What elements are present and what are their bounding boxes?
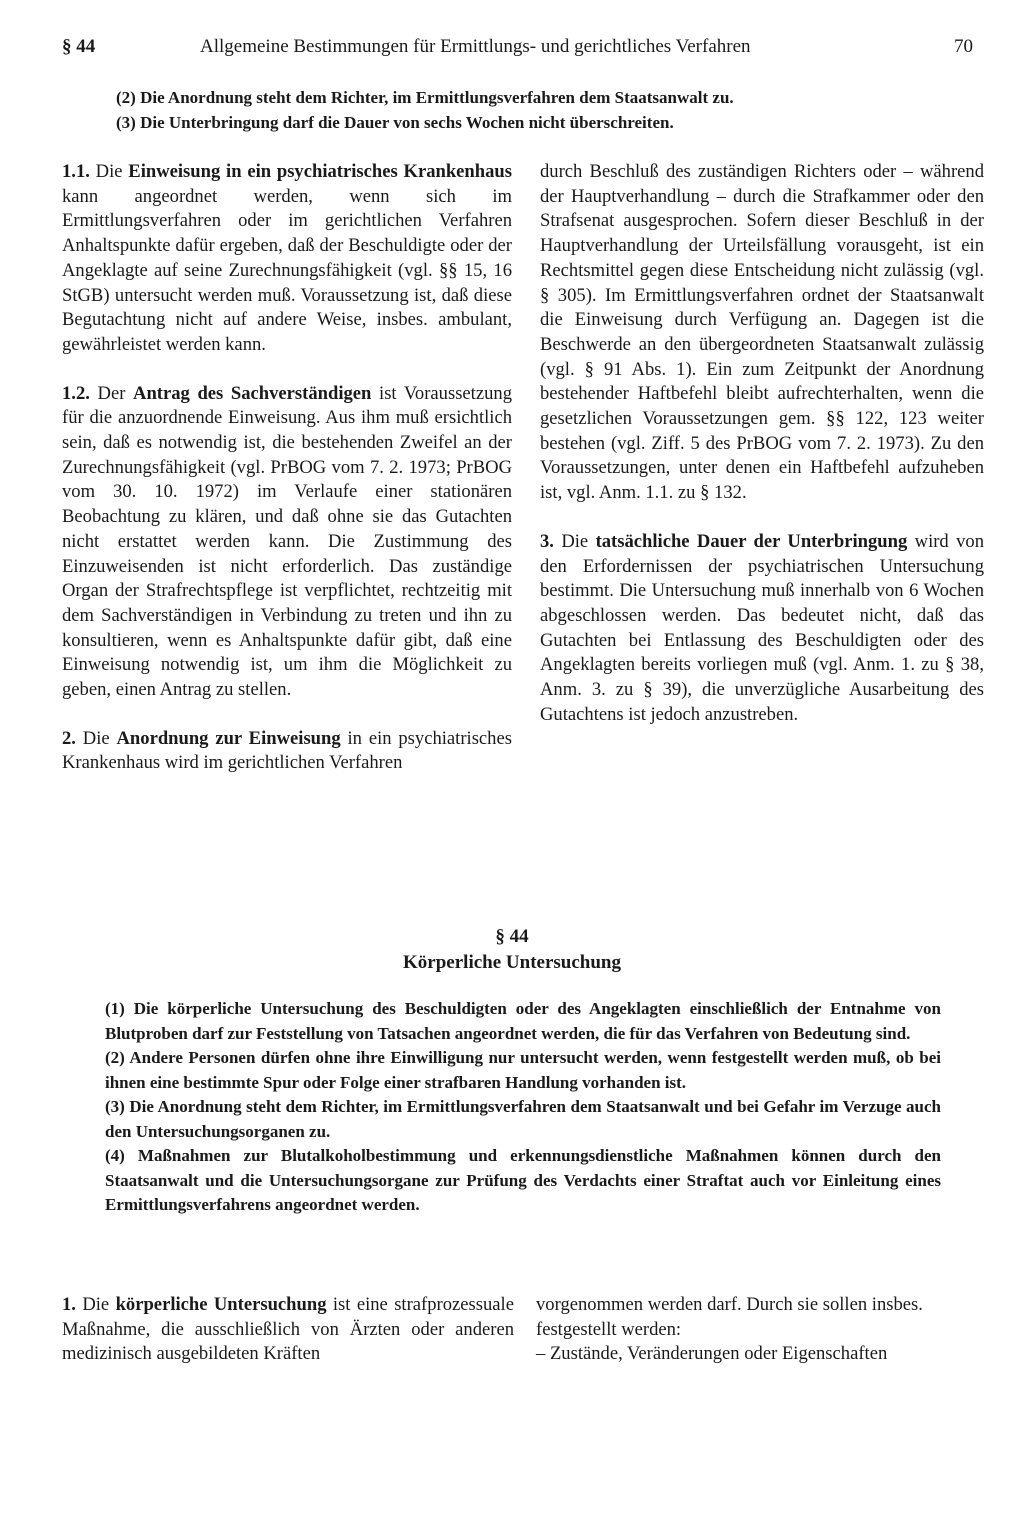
section-title: Körperliche Untersuchung <box>403 952 621 973</box>
commentary-paragraph <box>540 530 984 728</box>
paragraph-number: 1.1. <box>62 161 90 182</box>
key-term: körperliche Untersuchung <box>115 1294 327 1315</box>
key-term: Einweisung in ein psychiatrisches Krankenhaus <box>128 161 512 182</box>
commentary-right-column-2 <box>536 1293 984 1367</box>
commentary-right-column <box>540 160 984 727</box>
list-item: – Zustände, Veränderungen oder Eigenschaften <box>536 1343 888 1365</box>
commentary-paragraph <box>62 160 512 358</box>
paragraph-number: 2. <box>62 727 76 749</box>
section-rules <box>105 997 941 1218</box>
paragraph-text: Die <box>553 530 596 552</box>
page-number: 70 <box>954 36 973 57</box>
paragraph-number: 1. <box>62 1294 76 1315</box>
rule-paragraph: (3) Die Unterbringung darf die Dauer von sechs Wochen nicht überschreiten. <box>116 112 674 132</box>
paragraph-text: wird von den Erfordernissen der psychiatrischen Untersuchung bestimmt. Die Untersuchung muß innerhalb von 6 Wochen abgeschlossen werden. Das bedeutet nicht, daß das Gutachten bei Entlassung des Beschuldigten oder des Angeklagten bereits vorliegen muß (vgl. Anm. 1. zu § 38, Anm. 3. zu § 39), die unverzügliche Ausarbeitung des Gutachtens ist jedoch anzustreben. <box>540 530 984 725</box>
rule-paragraph: (1) Die körperliche Untersuchung des Beschuldigten oder des Angeklagten einschließlich der Entnahme von Blutproben darf zur Feststellung von Tatsachen angeordnet werden, die für das Verfahren von Bedeutung sind. <box>105 999 941 1043</box>
rule-paragraph: (3) Die Anordnung steht dem Richter, im Ermittlungsverfahren dem Staatsanwalt und bei Gefahr im Verzuge auch den Untersuchungsorganen zu. <box>105 1097 941 1141</box>
commentary-paragraph: vorgenommen werden darf. Durch sie sollen insbes. festgestellt werden: <box>536 1294 923 1340</box>
commentary-paragraph <box>62 727 512 776</box>
key-term: tatsächliche Dauer der Unterbringung <box>595 530 908 552</box>
paragraph-text: Die <box>75 727 117 749</box>
previous-section-rules <box>116 86 836 135</box>
paragraph-text: Die <box>75 1294 116 1315</box>
header-section-number: § 44 <box>62 36 96 57</box>
rule-paragraph: (4) Maßnahmen zur Blutalkoholbestimmung und erkennungsdienstliche Maßnahmen können durch den Staatsanwalt und die Untersuchungsorgane zur Prüfung des Verdachts einer Straftat auch vor Einleitung eines Ermittlungsverfahrens angeordnet werden. <box>105 1146 941 1214</box>
rule-paragraph: (2) Andere Personen dürfen ohne ihre Einwilligung nur untersucht werden, wenn festgestellt werden muß, ob bei ihnen eine bestimmte Spur oder Folge einer strafbaren Handlung vorhanden ist. <box>105 1048 941 1092</box>
paragraph-text: Der <box>89 382 134 404</box>
running-header-title: Allgemeine Bestimmungen für Ermittlungs- und gerichtliches Verfahren <box>200 36 751 57</box>
paragraph-number: 1.2. <box>62 382 90 404</box>
commentary-left-column <box>62 160 512 776</box>
rule-paragraph: (2) Die Anordnung steht dem Richter, im Ermittlungsverfahren dem Staatsanwalt zu. <box>116 88 734 107</box>
key-term: Anordnung zur Einweisung <box>116 727 341 749</box>
paragraph-number: 3. <box>540 530 554 552</box>
commentary-paragraph: durch Beschluß des zuständigen Richters oder – während der Hauptverhandlung – durch die Strafkammer oder den Strafsenat ausgesprochen. Sofern dieser Beschluß in der Hauptverhandlung der Urteilsfällung vorausgeht, ist ein Rechtsmittel gegen diese Entscheidung nicht zulässig (vgl. § 305). Im Ermittlungsverfahren ordnet der Staatsanwalt die Einweisung durch Verfügung an. Dagegen ist die Beschwerde an den übergeordneten Staatsanwalt zulässig (vgl. § 91 Abs. 1). Ein zum Zeitpunkt der Anordnung bestehender Haftbefehl bleibt aufrechterhalten, wenn die gesetzlichen Voraussetzungen gem. §§ 122, 123 weiter bestehen (vgl. Ziff. 5 des PrBOG vom 7. 2. 1973). Zu den Voraussetzungen, unter denen ein Haftbefehl aufzuheben ist, vgl. Anm. 1.1. zu § 132. <box>540 161 984 504</box>
commentary-paragraph <box>62 1293 514 1367</box>
key-term: Antrag des Sachverständigen <box>133 382 372 404</box>
commentary-left-column-2 <box>62 1293 514 1367</box>
paragraph-text: in ein psychiatrisches Krankenhaus wird im gerichtlichen Verfahren <box>62 727 512 774</box>
section-number: § 44 <box>495 926 529 947</box>
paragraph-text: kann angeordnet werden, wenn sich im Ermittlungsverfahren oder im gerichtlichen Verfahren Anhaltspunkte dafür ergeben, daß der Beschuldigte oder der Angeklagte auf seine Zurechnungsfähigkeit (vgl. §§ 15, 16 StGB) untersucht werden muß. Voraussetzung ist, daß diese Begutachtung nicht auf andere Weise, insbes. ambulant, gewährleistet werden kann. <box>62 185 512 355</box>
commentary-paragraph <box>62 382 512 703</box>
paragraph-text: ist eine strafprozessuale Maßnahme, die ausschließlich von Ärzten oder anderen medizinisch ausgebildeten Kräften <box>62 1294 514 1365</box>
paragraph-text: Die <box>89 161 129 182</box>
paragraph-text: ist Voraussetzung für die anzuordnende Einweisung. Aus ihm muß ersichtlich sein, daß es notwendig ist, die bestehenden Zweifel an der Zurechnungsfähigkeit (vgl. PrBOG vom 7. 2. 1973; PrBOG vom 30. 10. 1972) im Verlaufe einer stationären Beobachtung zu klären, und daß ohne sie das Gutachten nicht erstattet werden kann. Die Zustimmung des Einzuweisenden ist nicht erforderlich. Das zuständige Organ der Strafrechtspflege ist verpflichtet, rechtzeitig mit dem Sachverständigen in Verbindung zu treten und ihn zu konsultieren, wenn es Anhaltspunkte dafür gibt, daß eine Einweisung notwendig ist, um ihm die Möglichkeit zu geben, einen Antrag zu stellen. <box>62 382 512 701</box>
